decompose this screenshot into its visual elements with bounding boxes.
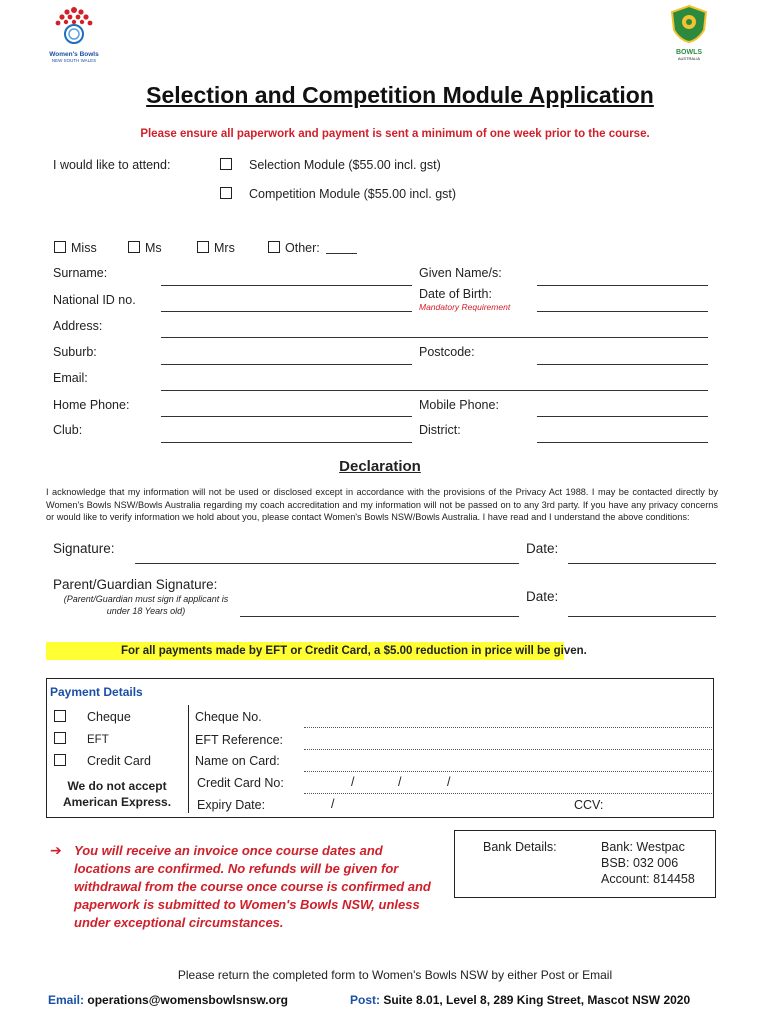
mrs-checkbox[interactable] (197, 241, 209, 253)
bank-account: Account: 814458 (601, 872, 695, 886)
date2-input[interactable] (568, 616, 716, 617)
home-phone-input[interactable] (161, 416, 412, 417)
credit-card-no-label: Credit Card No: (197, 776, 284, 790)
dob-input[interactable] (537, 311, 708, 312)
invoice-notice: You will receive an invoice once course dates and locations are confirmed. No refunds will be given for withdrawal from the course once course is confirmed and paperwork is submitted to Women's Bowls NSW, unless under exceptional circumstances. (74, 843, 431, 930)
expiry-sep: / (331, 797, 335, 811)
ms-checkbox[interactable] (128, 241, 140, 253)
date1-input[interactable] (568, 563, 716, 564)
email-label-footer: Email: (48, 993, 85, 1007)
surname-label: Surname: (53, 266, 108, 280)
declaration-heading: Declaration (339, 458, 421, 475)
address-label: Address: (53, 319, 103, 333)
surname-input[interactable] (161, 285, 412, 286)
bank-bsb: BSB: 032 006 (601, 856, 679, 870)
name-on-card-input[interactable] (304, 771, 712, 772)
given-names-input[interactable] (537, 285, 708, 286)
mobile-phone-label: Mobile Phone: (419, 398, 499, 412)
email-label: Email: (53, 371, 88, 385)
bowls-logo-text: BOWLS (675, 49, 703, 56)
address-input[interactable] (161, 337, 708, 338)
competition-module-label: Competition Module ($55.00 incl. gst) (249, 187, 457, 201)
guardian-note: (Parent/Guardian must sign if applicant is under 18 Years old) (63, 594, 229, 616)
suburb-label: Suburb: (53, 345, 97, 359)
logo-subtext: NEW SOUTH WALES (51, 58, 97, 63)
district-label: District: (419, 423, 461, 437)
miss-label: Miss (71, 241, 97, 255)
date2-label: Date: (526, 589, 559, 604)
miss-checkbox[interactable] (54, 241, 66, 253)
cheque-checkbox[interactable] (54, 710, 66, 722)
cheque-label: Cheque (87, 710, 131, 724)
credit-card-no-input[interactable] (304, 793, 712, 794)
guardian-signature-input[interactable] (240, 616, 519, 617)
club-label: Club: (53, 423, 83, 437)
district-input[interactable] (537, 442, 708, 443)
eft-label: EFT (87, 734, 109, 746)
arrow-right-icon: ➔ (50, 842, 62, 858)
expiry-date-label: Expiry Date: (197, 798, 266, 812)
guardian-signature-label: Parent/Guardian Signature: (53, 577, 218, 592)
page-title: Selection and Competition Module Application (146, 82, 654, 108)
credit-card-checkbox[interactable] (54, 754, 66, 766)
suburb-input[interactable] (161, 364, 412, 365)
bank-details-label: Bank Details: (483, 840, 557, 854)
postcode-input[interactable] (537, 364, 708, 365)
club-input[interactable] (161, 442, 412, 443)
cheque-no-input[interactable] (304, 727, 712, 728)
postcode-label: Postcode: (419, 345, 475, 359)
name-on-card-label: Name on Card: (195, 754, 280, 768)
notice-text: Please ensure all paperwork and payment is sent a minimum of one week prior to the course. (140, 128, 650, 140)
selection-module-label: Selection Module ($55.00 incl. gst) (249, 158, 441, 172)
date1-label: Date: (526, 541, 559, 556)
footer-post (350, 993, 690, 1007)
payment-divider (188, 705, 189, 813)
card-sep-3: / (447, 775, 451, 789)
credit-card-label: Credit Card (87, 754, 151, 768)
selection-module-checkbox[interactable] (220, 158, 232, 170)
mobile-phone-input[interactable] (537, 416, 708, 417)
womens-bowls-nsw-logo (46, 4, 102, 63)
mandatory-note: Mandatory Requirement (419, 302, 511, 312)
email-input[interactable] (161, 390, 708, 391)
ms-label: Ms (145, 241, 162, 255)
no-amex-note: We do not accept American Express. (62, 779, 172, 809)
national-id-label: National ID no. (53, 293, 136, 307)
competition-module-checkbox[interactable] (220, 187, 232, 199)
signature-input[interactable] (135, 563, 519, 564)
card-sep-2: / (398, 775, 402, 789)
card-sep-1: / (351, 775, 355, 789)
attend-label: I would like to attend: (53, 158, 171, 172)
given-names-label: Given Name/s: (419, 266, 502, 280)
other-checkbox[interactable] (268, 241, 280, 253)
cheque-no-label: Cheque No. (195, 710, 262, 724)
eft-notice: For all payments made by EFT or Credit Card, a $5.00 reduction in price will be given. (121, 645, 587, 657)
footer-email (48, 993, 288, 1007)
flower-logo-icon (46, 4, 102, 48)
signature-label: Signature: (53, 541, 115, 556)
home-phone-label: Home Phone: (53, 398, 130, 412)
declaration-text: I acknowledge that my information will not be used or disclosed except in accordance with the provisions of the Privacy Act 1988. I may be contacted directly by Women's Bowls NSW/Bowls Australia regarding my coach accreditation and my information will not be passed on to any 3rd party. If you have any privacy concerns or would like to verify information we hold about you, please contact Women's Bowls NSW/Bowls Australia. I have read and I understand the above conditions: (46, 487, 718, 523)
eft-reference-label: EFT Reference: (195, 733, 284, 747)
post-address: Suite 8.01, Level 8, 289 King Street, Mascot NSW 2020 (383, 993, 691, 1007)
logo-text: Women's Bowls (49, 51, 99, 58)
national-id-input[interactable] (161, 311, 412, 312)
bank-name: Bank: Westpac (601, 840, 685, 854)
post-label-footer: Post: (350, 993, 380, 1007)
shield-logo-icon (668, 4, 710, 44)
ccv-label: CCV: (574, 798, 604, 812)
mrs-label: Mrs (214, 241, 235, 255)
other-input[interactable] (326, 253, 357, 254)
email-address[interactable]: operations@womensbowlsnsw.org (87, 993, 288, 1007)
other-label: Other: (285, 241, 320, 255)
eft-reference-input[interactable] (304, 749, 712, 750)
dob-label: Date of Birth: (419, 287, 492, 301)
payment-heading: Payment Details (50, 685, 143, 699)
return-instructions: Please return the completed form to Women's Bowls NSW by either Post or Email (177, 968, 613, 982)
bowls-australia-logo (668, 4, 710, 60)
eft-checkbox[interactable] (54, 732, 66, 744)
bowls-logo-subtext: AUSTRALIA (677, 56, 701, 61)
